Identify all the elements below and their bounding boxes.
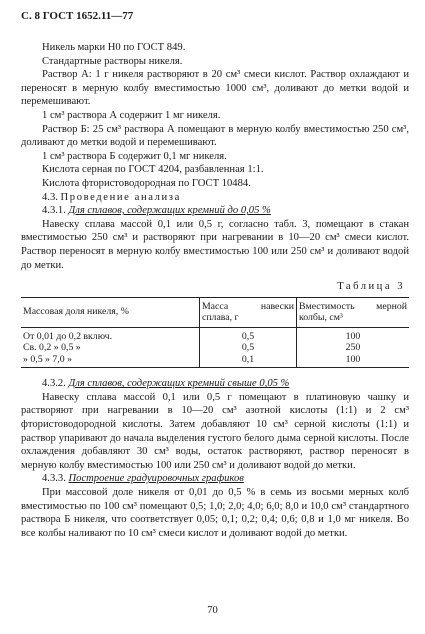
table-cell: 0,5 — [199, 342, 296, 354]
page-header: С. 8 ГОСТ 1652.11—77 — [21, 10, 134, 22]
subsection-number: 4.3.1. — [42, 205, 66, 217]
paragraph: Навеску сплава массой 0,1 или 0,5 г, согласно табл. 3, помещают в стакан вместимостью 250 см³ и растворяют при нагревании в 10—20 см³ смеси кислот. Раствор переносят в мерную колбу вместимостью 100 или 250 см³ и доливают водой до метки. — [21, 218, 409, 271]
paragraph: Никель марки Н0 по ГОСТ 849. — [42, 42, 186, 53]
table-row — [21, 342, 409, 354]
subsection-title: Для сплавов, содержащих кремний свыше 0,05 % — [68, 378, 290, 390]
section-heading — [21, 191, 409, 205]
subsection-heading — [21, 204, 409, 218]
column-header: Массовая доля никеля, % — [21, 297, 199, 327]
subsection-number: 4.3.3. — [42, 473, 66, 485]
subsection-heading — [21, 472, 409, 486]
table-cell: 0,5 — [199, 327, 296, 342]
table-cell: 250 — [296, 342, 409, 354]
table-cell: 100 — [296, 354, 409, 368]
subsection-heading — [21, 377, 409, 391]
document-body — [21, 41, 409, 540]
table-row — [21, 354, 409, 368]
subsection-number: 4.3.2. — [42, 378, 66, 390]
paragraph: Раствор А: 1 г никеля растворяют в 20 см³ смеси кислот. Раствор охлаждают и переносят в мерную колбу вместимостью 1000 см³, доливают до метки водой и перемешивают. — [21, 69, 409, 108]
table-row — [21, 327, 409, 342]
paragraph: Стандартные растворы никеля. — [42, 55, 183, 67]
table-cell: 0,1 — [199, 354, 296, 368]
section-number: 4.3. — [42, 191, 58, 203]
column-header: Масса навески сплава, г — [199, 297, 296, 327]
table-cell: » 0,5 » 7,0 » — [21, 354, 199, 368]
table-cell: Св. 0,2 » 0,5 » — [23, 342, 81, 354]
spacer — [21, 368, 409, 377]
subsection-title: Для сплавов, содержащих кремний до 0,05 % — [68, 205, 271, 217]
paragraph: Кислота серная по ГОСТ 4204, разбавленная 1:1. — [42, 164, 264, 176]
section-title: Проведение анализа — [60, 191, 181, 203]
paragraph: Кислота фтористоводородная по ГОСТ 10484. — [42, 177, 251, 189]
paragraph: 1 см³ раствора А содержит 1 мг никеля. — [42, 109, 221, 121]
paragraph: Раствор Б: 25 см³ раствора А помещают в мерную колбу вместимостью 250 см³, доливают до метки водой и перемешивают. — [21, 123, 409, 149]
table-cell: 100 — [296, 327, 409, 342]
paragraph: Навеску сплава массой 0,1 или 0,5 г помещают в платиновую чашку и растворяют при нагревании в 10—20 см³ азотной кислоты (1:1) и 2 см³ фтористоводородной кислоты. Затем добавляют 10 см³ серной кислоты (1:1) и раствор упаривают до начала выделения густого белого дыма серной кислоты. После охлаждения добавляют 30 см³ воды, остаток растворяют, раствор переносят в мерную колбу вместимостью 100 или 250 см³ и доливают водой до метки. — [21, 391, 409, 471]
column-header: Вместимость мерной колбы, см³ — [296, 297, 409, 327]
paragraph: При массовой доле никеля от 0,01 до 0,5 % в семь из восьми мерных колб вместимостью по 100 см³ помещают 0,5; 1,0; 2,0; 4,0; 6,0; 8,0 и 10,0 см³ стандартного раствора Б никеля, что соответствует 0,05; 0,1; 0,2; 0,4; 0,6; 0,8 и 1,0 мг никеля. Во все колбы наливают по 10 см³ смеси кислот и доливают водой до метки. — [21, 486, 409, 539]
subsection-title: Построение градуировочных графиков — [68, 473, 244, 485]
table-cell: От 0,01 до 0,2 включ. — [23, 330, 113, 342]
table-header-row — [21, 297, 409, 327]
paragraph: 1 см³ раствора Б содержит 0,1 мг никеля. — [42, 150, 227, 162]
data-table — [21, 297, 409, 369]
table-label: Таблица 3 — [337, 281, 405, 293]
page-number: 70 — [207, 605, 218, 616]
